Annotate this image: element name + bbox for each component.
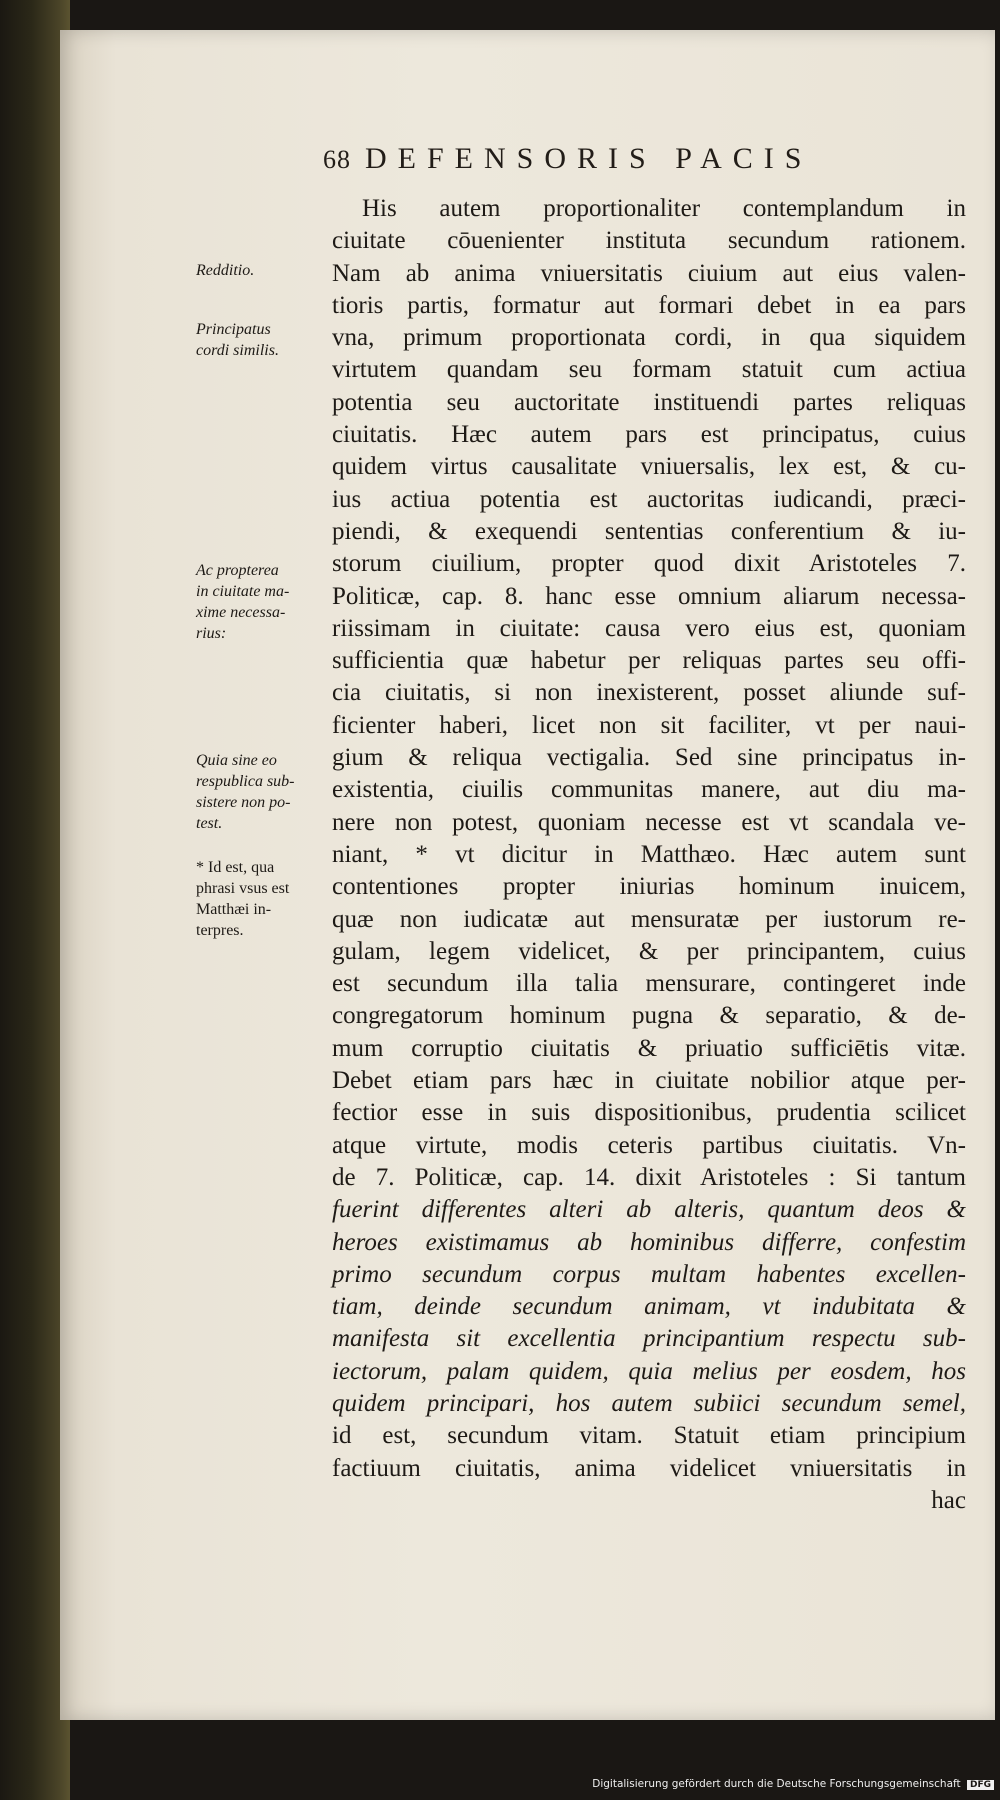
page-number: 68	[323, 145, 351, 174]
digitization-footer	[592, 1778, 994, 1790]
text-line: riissimam in ciuitate: causa vero eius est, quoniam	[332, 614, 966, 642]
margin-note-redditio: Redditio.	[196, 262, 255, 279]
margin-note-principatus: Principatus cordi similis.	[196, 321, 279, 359]
text-line: His autem proportionaliter contemplandum in	[362, 195, 966, 222]
text-line: quidem principari, hos autem subiici secundum semel,	[332, 1389, 966, 1417]
text-line: primo secundum corpus multam habentes excellen-	[332, 1260, 966, 1288]
text-line: gium & reliqua vectigalia. Sed sine principatus in-	[332, 744, 966, 772]
text-line: de 7. Politicæ, cap. 14. dixit Aristoteles : Si tantum	[332, 1163, 966, 1191]
margin-note-id-est: * Id est, qua phrasi vsus est Matthæi in- terpres.	[196, 859, 290, 939]
body-text	[332, 193, 966, 1517]
text-line: contentiones propter iniurias hominum inuicem,	[332, 873, 966, 901]
dfg-logo: DFG	[967, 1780, 994, 1790]
text-line: id est, secundum vitam. Statuit etiam principium	[332, 1422, 966, 1450]
running-title: DEFENSORIS PACIS	[365, 142, 813, 175]
text-line: quidem virtus causalitate vniuersalis, lex est, & cu-	[332, 453, 966, 481]
catchword: hac	[931, 1486, 966, 1514]
text-line: existentia, ciuilis communitas manere, aut diu ma-	[332, 776, 966, 804]
text-line: ius actiua potentia est auctoritas iudicandi, præci-	[332, 485, 966, 513]
text-line: ficienter haberi, licet non sit faciliter, vt per naui-	[332, 711, 966, 739]
text-line: vna, primum proportionata cordi, in qua siquidem	[332, 324, 966, 352]
text-line: factiuum ciuitatis, anima videlicet vniuersitatis in	[332, 1454, 966, 1482]
text-line: ciuitatis. Hæc autem pars est principatus, cuius	[332, 421, 966, 449]
text-line: manifesta sit excellentia principantium respectu sub-	[332, 1325, 966, 1353]
text-line: nere non potest, quoniam necesse est vt scandala ve-	[332, 808, 966, 836]
text-line: cia ciuitatis, si non inexisterent, posset aliunde suf-	[332, 679, 966, 707]
text-line: fuerint differentes alteri ab alteris, quantum deos &	[332, 1196, 966, 1224]
text-line: Politicæ, cap. 8. hanc esse omnium aliarum necessa-	[332, 582, 966, 610]
text-line: sufficientia quæ habetur per reliquas partes seu offi-	[332, 647, 966, 675]
text-line: Nam ab anima vniuersitatis ciuium aut eius valen-	[332, 259, 966, 287]
margin-note-ac-propterea: Ac propterea in ciuitate ma- xime necessa- rius:	[196, 562, 290, 642]
text-line: mum corruptio ciuitatis & priuatio sufficiētis vitæ.	[332, 1034, 966, 1062]
text-line: fectior esse in suis dispositionibus, prudentia scilicet	[332, 1099, 966, 1127]
text-line: heroes existimamus ab hominibus differre, confestim	[332, 1228, 966, 1256]
text-line: congregatorum hominum pugna & separatio, & de-	[332, 1002, 966, 1030]
text-line: virtutem quandam seu formam statuit cum actiua	[332, 356, 966, 384]
text-line: iectorum, palam quidem, quia melius per eosdem, hos	[332, 1357, 966, 1385]
text-line: atque virtute, modis ceteris partibus ciuitatis. Vn-	[332, 1131, 966, 1159]
text-line: tioris partis, formatur aut formari debet in ea pars	[332, 291, 966, 319]
text-line: piendi, & exequendi sententias conferentium & iu-	[332, 517, 966, 545]
margin-note-quia-sine: Quia sine eo respublica sub- sistere non po- test.	[196, 752, 295, 832]
text-line: tiam, deinde secundum animam, vt indubitata &	[332, 1293, 966, 1321]
text-line: quæ non iudicatæ aut mensuratæ per iustorum re-	[332, 905, 966, 933]
text-line: Debet etiam pars hæc in ciuitate nobilior atque per-	[332, 1067, 966, 1095]
running-head	[323, 142, 943, 176]
footer-text: Digitalisierung gefördert durch die Deutsche Forschungsgemeinschaft	[592, 1778, 961, 1790]
text-line: potentia seu auctoritate instituendi partes reliquas	[332, 388, 966, 416]
text-line: niant, * vt dicitur in Matthæo. Hæc autem sunt	[332, 840, 966, 868]
text-line: est secundum illa talia mensurare, contingeret inde	[332, 970, 966, 998]
text-line: ciuitate cōuenienter instituta secundum rationem.	[332, 227, 966, 255]
text-line: storum ciuilium, propter quod dixit Aristoteles 7.	[332, 550, 966, 578]
text-line: gulam, legem videlicet, & per principantem, cuius	[332, 937, 966, 965]
